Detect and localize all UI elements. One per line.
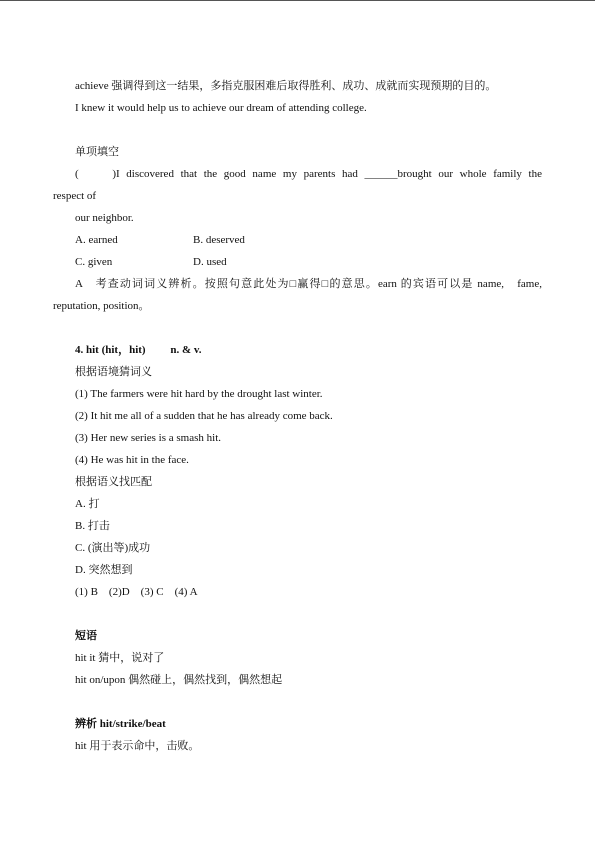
guess-title: 根据语境猜词义 — [75, 366, 152, 378]
phrase-2: hit on/upon 偶然碰上，偶然找到，偶然想起 — [75, 674, 283, 686]
option-b: B. deserved — [193, 234, 245, 246]
example-sentence-1: (1) The farmers were hit hard by the drought last winter. — [75, 388, 323, 400]
example-sentence-2: (2) It hit me all of a sudden that he has already come back. — [75, 410, 333, 422]
meaning-a: A. 打 — [75, 498, 100, 510]
match-title: 根据语义找匹配 — [75, 476, 152, 488]
option-c: C. given — [75, 256, 113, 268]
meaning-c: C. (演出等)成功 — [75, 542, 151, 554]
analysis-text: hit 用于表示命中，击败。 — [75, 740, 200, 752]
question-line-2: respect of — [53, 190, 97, 202]
achieve-example: I knew it would help us to achieve our dream of attending college. — [75, 102, 367, 114]
section-title-single-choice: 单项填空 — [75, 146, 119, 158]
answer-line-2: reputation, position。 — [53, 300, 150, 312]
achieve-note: achieve 强调得到这一结果，多指克服困难后取得胜利、成功、成就而实现预期的目的。 — [75, 80, 497, 92]
option-d: D. used — [193, 256, 227, 268]
meaning-b: B. 打击 — [75, 520, 110, 532]
example-sentence-3: (3) Her new series is a smash hit. — [75, 432, 222, 444]
phrase-1: hit it 猜中，说对了 — [75, 652, 165, 664]
meaning-d: D. 突然想到 — [75, 564, 133, 576]
word4-heading: 4. hit (hit，hit) n. & v. — [75, 344, 202, 356]
page-top-border — [0, 0, 595, 1]
answer-line-1: A 考查动词词义辨析。按照句意此处为□赢得□的意思。earn 的宾语可以是 name, fame, — [75, 278, 542, 290]
question-line-3: our neighbor. — [75, 212, 134, 224]
example-sentence-4: (4) He was hit in the face. — [75, 454, 189, 466]
option-a: A. earned — [75, 234, 118, 246]
phrases-title: 短语 — [75, 630, 97, 642]
question-line-1: ( )I discovered that the good name my parents had ______brought our whole family the — [75, 168, 542, 180]
analysis-title: 辨析 hit/strike/beat — [75, 718, 166, 730]
match-answer: (1) B (2)D (3) C (4) A — [75, 586, 198, 598]
